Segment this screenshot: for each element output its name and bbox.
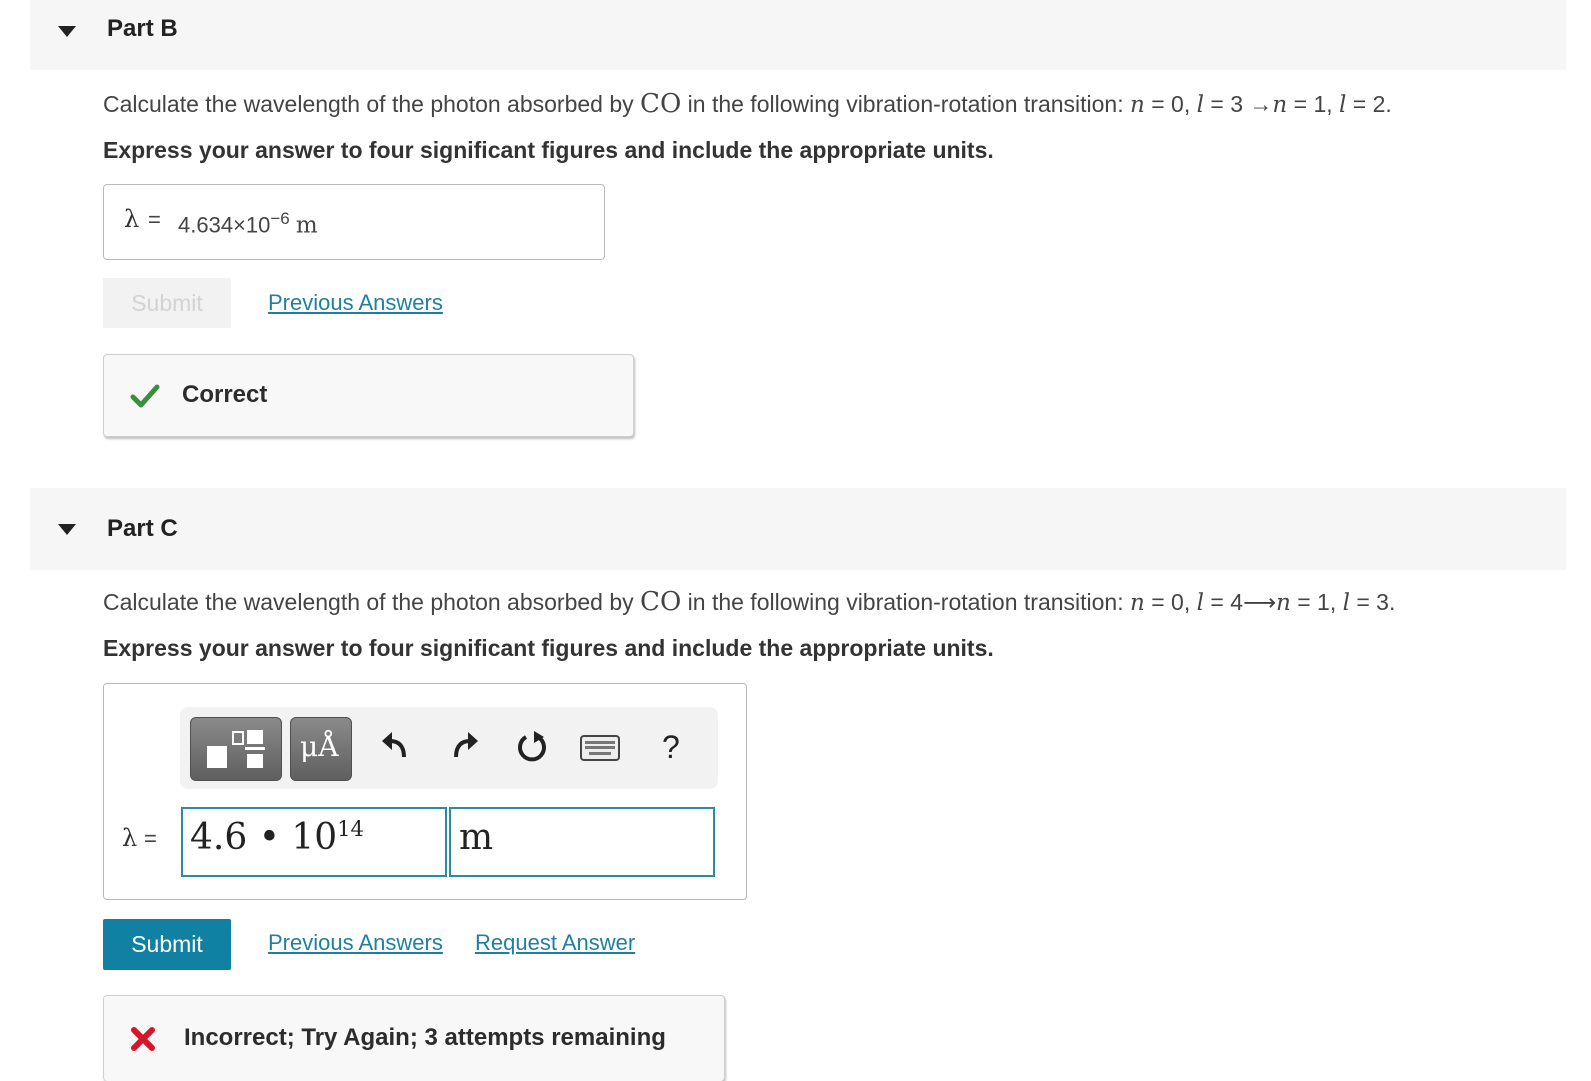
units-label: μÅ (300, 730, 339, 763)
value-input[interactable] (181, 807, 447, 877)
part-b-answer-box (103, 184, 605, 260)
part-c-question: Calculate the wavelength of the photon absorbed by CO in the following vibration-rotation transition: n = 0, l = 4⟶n = 1, l = 3. (103, 587, 1396, 617)
part-c-header[interactable] (30, 488, 1566, 570)
collapse-triangle-icon[interactable] (58, 26, 76, 37)
incorrect-x-icon (130, 1026, 156, 1052)
unit-input[interactable] (449, 807, 715, 877)
keyboard-icon[interactable] (580, 735, 620, 761)
part-b-submit-button[interactable]: Submit (103, 278, 231, 328)
lambda-label: λ (124, 205, 140, 233)
math-toolbar (180, 707, 718, 789)
request-answer-link[interactable]: Request Answer (475, 930, 636, 955)
part-c-answer-editor (103, 683, 747, 900)
lambda-label: λ (122, 824, 138, 852)
part-b-previous-answers-link[interactable]: Previous Answers (268, 290, 443, 315)
value-text: 4.6 • $10^{14}$ (190, 817, 364, 858)
part-c-title: Part C (107, 515, 178, 542)
help-button[interactable]: ? (662, 729, 680, 765)
part-b-answer-value: $4.634\times 10^{-6}$ m (178, 209, 318, 239)
feedback-text: Correct (182, 381, 268, 408)
part-b-question: Calculate the wavelength of the photon absorbed by CO in the following vibration-rotation transition: n = 0, l = 3 →n = 1, l = 2. (103, 89, 1392, 119)
part-b-header[interactable] (30, 0, 1566, 70)
feedback-text: Incorrect; Try Again; 3 attempts remaining (184, 1024, 666, 1051)
part-c-previous-answers-link[interactable]: Previous Answers (268, 930, 443, 955)
unit-text: m (459, 817, 494, 858)
templates-button[interactable] (190, 717, 282, 781)
part-c-submit-button[interactable]: Submit (103, 919, 231, 970)
part-b-title: Part B (107, 15, 178, 42)
undo-icon[interactable] (380, 729, 412, 763)
equals-sign: = (144, 826, 157, 851)
check-icon (130, 383, 160, 409)
collapse-triangle-icon[interactable] (58, 524, 76, 535)
equals-sign: = (148, 207, 161, 232)
part-c-feedback-incorrect (103, 995, 725, 1081)
reset-icon[interactable] (516, 729, 550, 765)
units-button[interactable] (290, 717, 352, 781)
part-c-instruction: Express your answer to four significant figures and include the appropriate units. (103, 635, 994, 661)
templates-icon (205, 728, 267, 770)
part-b-instruction: Express your answer to four significant figures and include the appropriate units. (103, 137, 994, 163)
redo-icon[interactable] (448, 729, 480, 763)
part-b-feedback-correct (103, 354, 634, 437)
